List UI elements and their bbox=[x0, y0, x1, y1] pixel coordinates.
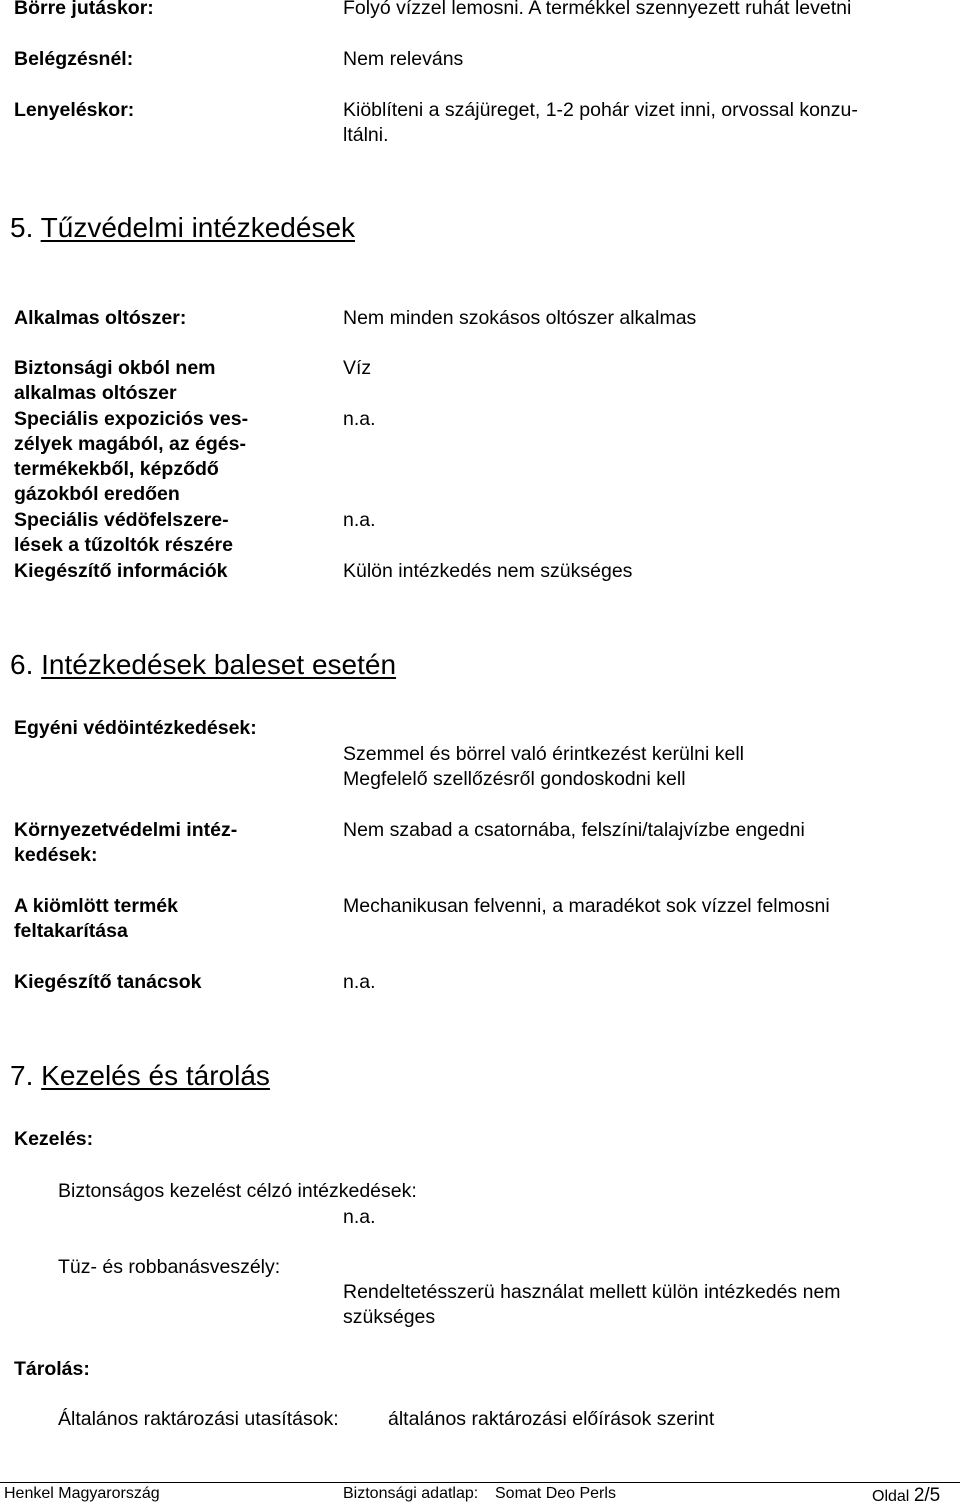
unsuitable-extinguisher-label-line-2: alkalmas oltószer bbox=[14, 382, 177, 404]
spill-cleanup-label-line-1: A kiömlött termék bbox=[14, 895, 178, 917]
special-hazard-value: n.a. bbox=[343, 408, 376, 430]
section-5-number: 5. bbox=[10, 212, 34, 243]
environmental-precautions-value: Nem szabad a csatornába, felszíni/talajvízbe engedni bbox=[343, 819, 805, 841]
swallowing-label: Lenyeléskor: bbox=[14, 99, 135, 121]
additional-info-label: Kiegészítő információk bbox=[14, 560, 228, 582]
unsuitable-extinguisher-label-line-1: Biztonsági okból nem bbox=[14, 357, 216, 379]
section-5-title: Tűzvédelmi intézkedések bbox=[40, 212, 356, 243]
storage-label: Tárolás: bbox=[14, 1358, 90, 1380]
inhalation-value: Nem releváns bbox=[343, 48, 464, 70]
footer-sds-label: Biztonsági adatlap: bbox=[343, 1485, 479, 1502]
environmental-precautions-label-line-1: Környezetvédelmi intéz- bbox=[14, 819, 238, 841]
personal-precautions-label: Egyéni védöintézkedések: bbox=[14, 717, 257, 739]
swallowing-value-line-1: Kiöblíteni a szájüreget, 1-2 pohár vizet inni, orvossal konzu- bbox=[343, 99, 858, 121]
firefighter-equipment-label-line-1: Speciális védöfelszere- bbox=[14, 509, 229, 531]
unsuitable-extinguisher-value: Víz bbox=[343, 357, 372, 379]
safe-handling-label: Biztonságos kezelést célzó intézkedések: bbox=[58, 1180, 417, 1202]
firefighter-equipment-value: n.a. bbox=[343, 509, 376, 531]
footer-page-label: Oldal bbox=[872, 1488, 910, 1505]
additional-info-value: Külön intézkedés nem szükséges bbox=[343, 560, 633, 582]
fire-explosion-hazard-value-line-1: Rendeltetésszerü használat mellett külön intézkedés nem bbox=[343, 1281, 841, 1303]
special-hazard-label-line-4: gázokból eredően bbox=[14, 483, 180, 505]
section-6-title: Intézkedések baleset esetén bbox=[41, 649, 397, 680]
special-hazard-label-line-3: termékekből, képződő bbox=[14, 458, 219, 480]
environmental-precautions-label-line-2: kedések: bbox=[14, 844, 98, 866]
personal-precautions-value-line-2: Megfelelő szellőzésről gondoskodni kell bbox=[343, 768, 686, 790]
special-hazard-label-line-1: Speciális expoziciós ves- bbox=[14, 408, 249, 430]
footer-page-number bbox=[872, 1487, 940, 1506]
footer-divider bbox=[0, 1482, 960, 1483]
footer-page-current: 2 bbox=[913, 1485, 925, 1506]
inhalation-label: Belégzésnél: bbox=[14, 48, 134, 70]
footer-page-separator: / bbox=[924, 1485, 930, 1506]
footer-company: Henkel Magyarország bbox=[4, 1485, 160, 1502]
fire-explosion-hazard-label: Tüz- és robbanásveszély: bbox=[58, 1256, 281, 1278]
section-7-number: 7. bbox=[10, 1060, 34, 1091]
firefighter-equipment-label-line-2: lések a tűzoltók részére bbox=[14, 534, 233, 556]
handling-label: Kezelés: bbox=[14, 1128, 94, 1150]
general-storage-value: általános raktározási előírások szerint bbox=[388, 1408, 715, 1430]
general-storage-label: Általános raktározási utasítások: bbox=[58, 1408, 339, 1430]
suitable-extinguisher-label: Alkalmas oltószer: bbox=[14, 307, 187, 329]
skin-contact-label: Börre jutáskor: bbox=[14, 0, 154, 19]
safe-handling-value: n.a. bbox=[343, 1206, 376, 1228]
personal-precautions-value-line-1: Szemmel és börrel való érintkezést kerülni kell bbox=[343, 743, 744, 765]
additional-advice-label: Kiegészítő tanácsok bbox=[14, 971, 202, 993]
additional-advice-value: n.a. bbox=[343, 971, 376, 993]
fire-explosion-hazard-value-line-2: szükséges bbox=[343, 1306, 436, 1328]
footer-page-total: 5 bbox=[929, 1485, 941, 1506]
swallowing-value-line-2: ltálni. bbox=[343, 124, 389, 146]
special-hazard-label-line-2: zélyek magából, az égés- bbox=[14, 433, 246, 455]
section-7-title: Kezelés és tárolás bbox=[41, 1060, 270, 1091]
section-6-number: 6. bbox=[10, 649, 34, 680]
section-6-heading bbox=[10, 649, 396, 681]
section-5-heading bbox=[10, 212, 355, 244]
suitable-extinguisher-value: Nem minden szokásos oltószer alkalmas bbox=[343, 307, 697, 329]
footer-product-name: Somat Deo Perls bbox=[495, 1485, 616, 1502]
section-7-heading bbox=[10, 1060, 270, 1092]
spill-cleanup-value: Mechanikusan felvenni, a maradékot sok vízzel felmosni bbox=[343, 895, 830, 917]
skin-contact-value: Folyó vízzel lemosni. A termékkel szennyezett ruhát levetni bbox=[343, 0, 852, 19]
spill-cleanup-label-line-2: feltakarítása bbox=[14, 920, 128, 942]
